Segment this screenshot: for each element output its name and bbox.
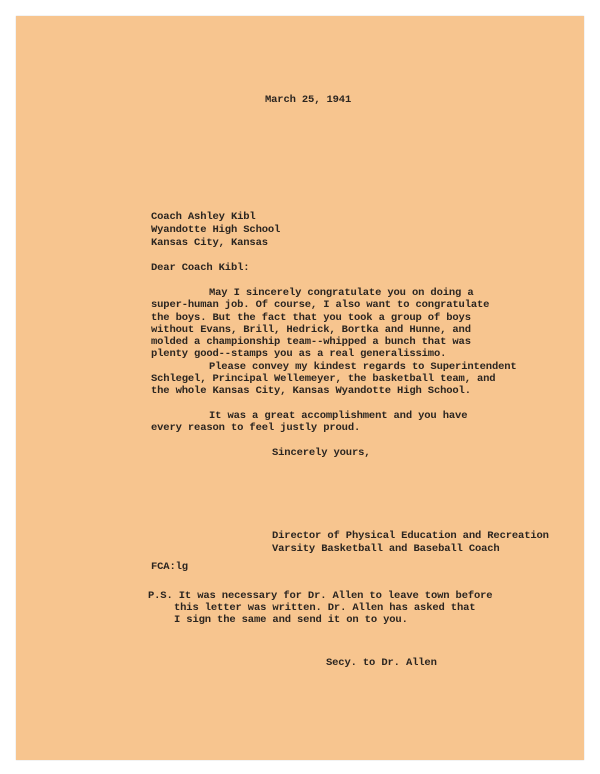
postscript-line: this letter was written. Dr. Allen has asked that	[174, 602, 476, 614]
salutation: Dear Coach Kibl:	[151, 262, 250, 274]
letter-page	[16, 16, 584, 760]
paragraph-3-line: every reason to feel justly proud.	[151, 422, 361, 434]
paragraph-1-line: molded a championship team--whipped a bunch that was	[151, 336, 471, 348]
recipient-school: Wyandotte High School	[151, 224, 281, 236]
typist-initials: FCA:lg	[151, 561, 188, 573]
paragraph-1-line: without Evans, Brill, Hedrick, Bortka and Hunne, and	[151, 324, 471, 336]
recipient-name: Coach Ashley Kibl	[151, 211, 256, 223]
letter-date: March 25, 1941	[265, 94, 352, 106]
signature-title-2: Varsity Basketball and Baseball Coach	[272, 543, 500, 555]
postscript-line: P.S. It was necessary for Dr. Allen to leave town before	[148, 590, 493, 602]
paragraph-2-line: Please convey my kindest regards to Superintendent	[209, 361, 517, 373]
paragraph-2-line: Schlegel, Principal Wellemeyer, the basketball team, and	[151, 373, 496, 385]
paragraph-1-line: May I sincerely congratulate you on doing a	[209, 287, 474, 299]
paragraph-2-line: the whole Kansas City, Kansas Wyandotte High School.	[151, 385, 471, 397]
secretary-signoff: Secy. to Dr. Allen	[326, 657, 437, 669]
paragraph-1-line: the boys. But the fact that you took a group of boys	[151, 312, 471, 324]
paragraph-1-line: super-human job. Of course, I also want to congratulate	[151, 299, 490, 311]
paragraph-1-line: plenty good--stamps you as a real generalissimo.	[151, 348, 447, 360]
signature-title-1: Director of Physical Education and Recreation	[272, 530, 549, 542]
paragraph-3-line: It was a great accomplishment and you have	[209, 410, 468, 422]
postscript-line: I sign the same and send it on to you.	[174, 614, 408, 626]
recipient-city: Kansas City, Kansas	[151, 237, 268, 249]
closing: Sincerely yours,	[272, 447, 371, 459]
